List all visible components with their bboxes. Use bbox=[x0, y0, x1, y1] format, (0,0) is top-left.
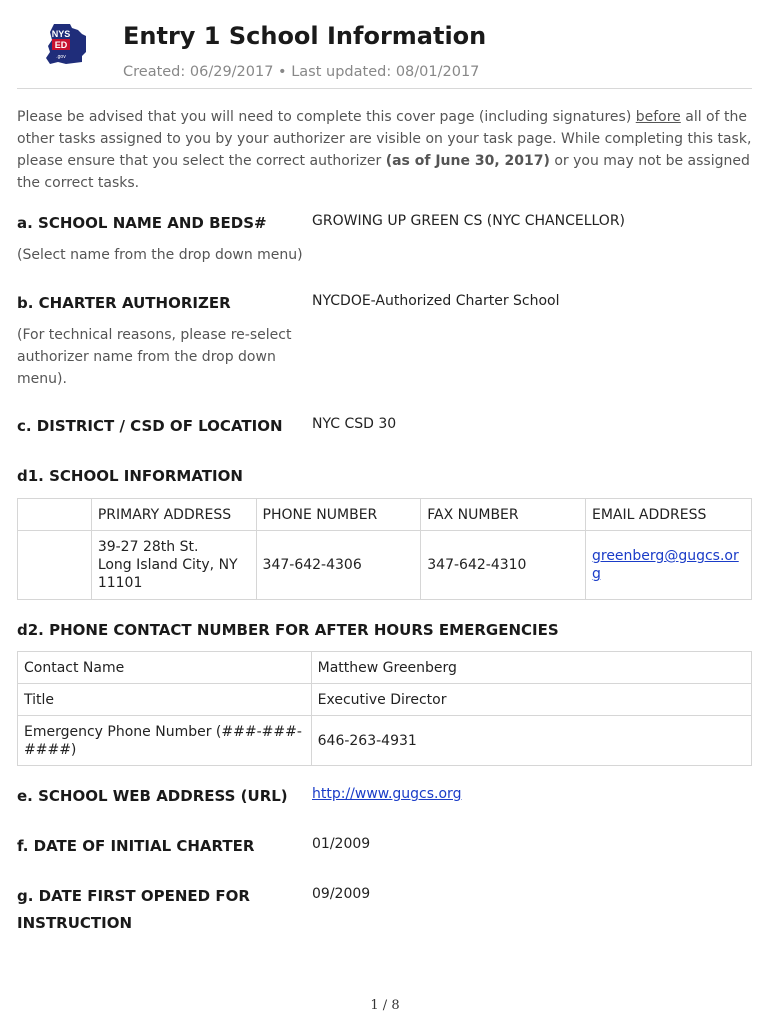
table-header-cell: FAX NUMBER bbox=[421, 499, 586, 531]
contact-name-value: Matthew Greenberg bbox=[311, 652, 751, 684]
contact-name-key: Contact Name bbox=[18, 652, 312, 684]
svg-text:NYS: NYS bbox=[51, 29, 71, 39]
school-info-table bbox=[17, 498, 752, 600]
school-name-value: GROWING UP GREEN CS (NYC CHANCELLOR) bbox=[312, 213, 626, 229]
page-number: 1 / 8 bbox=[370, 998, 400, 1013]
header-divider bbox=[17, 88, 752, 89]
address-line-3: 11101 bbox=[97, 575, 143, 591]
table-row bbox=[18, 716, 752, 766]
row-label-cell bbox=[18, 531, 92, 600]
table-row bbox=[18, 652, 752, 684]
svg-text:.gov: .gov bbox=[56, 54, 66, 60]
school-name-label: a. SCHOOL NAME AND BEDS# bbox=[17, 214, 267, 232]
first-opened-date-label: g. DATE FIRST OPENED FOR INSTRUCTION bbox=[17, 887, 250, 932]
charter-authorizer-note: (For technical reasons, please re-select authorizer name from the drop down menu). bbox=[17, 327, 292, 387]
svg-text:ED: ED bbox=[54, 40, 68, 50]
intro-text-2: all of the other tasks assigned to you by your authorizer are visible on your task page. While completing this task, please ensure that you select the correct authorizer bbox=[17, 109, 752, 169]
intro-text-1: Please be advised that you will need to complete this cover page (including signatures) bbox=[17, 109, 636, 125]
table-header-cell bbox=[18, 499, 92, 531]
emergency-phone-value: 646-263-4931 bbox=[311, 716, 751, 766]
school-info-label: d1. SCHOOL INFORMATION bbox=[17, 467, 243, 485]
intro-paragraph bbox=[17, 106, 757, 194]
page-title: Entry 1 School Information bbox=[123, 22, 487, 50]
initial-charter-date-value: 01/2009 bbox=[312, 836, 371, 852]
district-value: NYC CSD 30 bbox=[312, 416, 397, 432]
table-header-cell: PHONE NUMBER bbox=[256, 499, 421, 531]
table-row bbox=[18, 684, 752, 716]
web-address-link[interactable]: http://www.gugcs.org bbox=[312, 786, 462, 802]
phone-number-cell: 347-642-4306 bbox=[256, 531, 421, 600]
intro-underlined: before bbox=[635, 109, 681, 125]
charter-authorizer-label: b. CHARTER AUTHORIZER bbox=[17, 294, 231, 312]
emergency-contact-table bbox=[17, 651, 752, 766]
emergency-contact-label: d2. PHONE CONTACT NUMBER FOR AFTER HOURS EMERGENCIES bbox=[17, 621, 559, 639]
intro-text-3: or you may not be assigned the correct tasks. bbox=[17, 153, 750, 191]
district-label: c. DISTRICT / CSD OF LOCATION bbox=[17, 417, 283, 435]
contact-title-key: Title bbox=[18, 684, 312, 716]
intro-bold: (as of June 30, 2017) bbox=[385, 153, 550, 169]
table-header-cell: EMAIL ADDRESS bbox=[585, 499, 751, 531]
page-subtitle: Created: 06/29/2017 • Last updated: 08/01/2017 bbox=[123, 64, 480, 80]
fax-number-cell: 347-642-4310 bbox=[421, 531, 586, 600]
primary-address-cell bbox=[91, 531, 256, 600]
web-address-label: e. SCHOOL WEB ADDRESS (URL) bbox=[17, 787, 288, 805]
first-opened-date-value: 09/2009 bbox=[312, 886, 371, 902]
school-name-note: (Select name from the drop down menu) bbox=[17, 247, 303, 263]
email-part-2: g bbox=[591, 566, 601, 582]
address-line-2: Long Island City, NY bbox=[97, 557, 238, 573]
email-part-1: greenberg@gugcs.or bbox=[591, 548, 739, 564]
address-line-1: 39-27 28th St. bbox=[97, 539, 199, 555]
email-link[interactable] bbox=[592, 548, 739, 582]
table-header-cell: PRIMARY ADDRESS bbox=[91, 499, 256, 531]
contact-title-value: Executive Director bbox=[311, 684, 751, 716]
charter-authorizer-value: NYCDOE-Authorized Charter School bbox=[312, 293, 560, 309]
table-row bbox=[18, 531, 752, 600]
initial-charter-date-label: f. DATE OF INITIAL CHARTER bbox=[17, 837, 255, 855]
nysed-logo bbox=[36, 22, 88, 66]
web-address-value bbox=[312, 786, 461, 802]
email-address-cell bbox=[585, 531, 751, 600]
table-header-row bbox=[18, 499, 752, 531]
emergency-phone-key: Emergency Phone Number (###-###-####) bbox=[18, 716, 312, 766]
